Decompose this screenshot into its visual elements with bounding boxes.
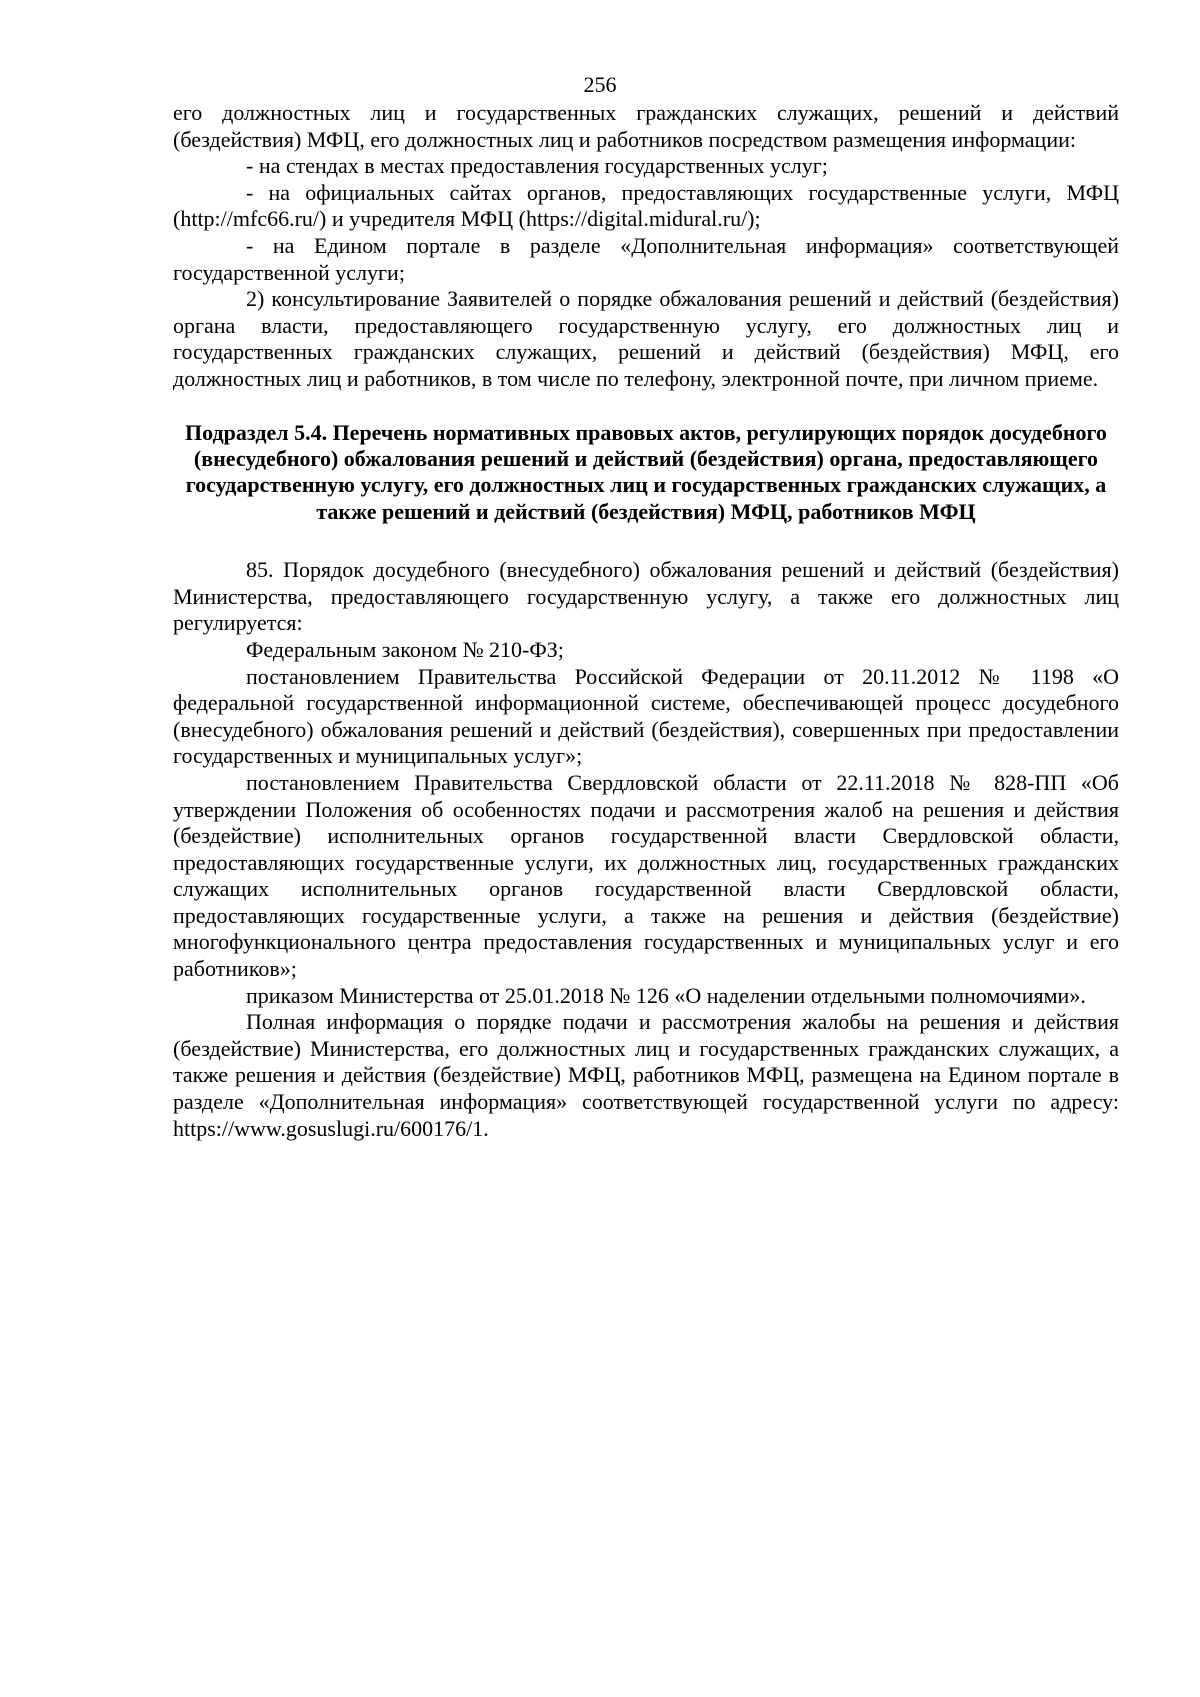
list-item-portal: - на Едином портале в разделе «Дополнительная информация» соответствующей государственной услуги; (173, 232, 1119, 285)
page-number: 256 (583, 72, 617, 97)
list-item-federal-law: Федеральным законом № 210-ФЗ; (246, 636, 564, 662)
list-item-consulting: 2) консультирование Заявителей о порядке обжалования решений и действий (бездействия) органа власти, предоставляющего государственную услугу, его должностных лиц и государственных гражданских служащих, решений и действий (бездействия) МФЦ, его должностных лиц и работников, в том числе по телефону, электронной почте, при личном приеме. (173, 286, 1119, 391)
list-item-decree-828: постановлением Правительства Свердловской области от 22.11.2018 № 828-ПП «Об утверждении Положения об особенностях подачи и рассмотрения жалоб на решения и действия (бездействие) исполнительных органов государственной власти Свердловской области, предоставляющих государственные услуги, их должностных лиц, государственных гражданских служащих исполнительных органов государственной власти Свердловской области, предоставляющих государственные услуги, а также на решения и действия (бездействие) многофункционального центра предоставления государственных и муниципальных услуг и его работников»; (173, 769, 1119, 982)
intro-continuation-paragraph: его должностных лиц и государственных гражданских служащих, решений и действий (бездействия) МФЦ, его должностных лиц и работников посредством размещения информации: (173, 100, 1119, 152)
paragraph-85: 85. Порядок досудебного (внесудебного) обжалования решений и действий (бездействия) Министерства, предоставляющего государственную услугу, а также его должностных лиц регулируется: (173, 557, 1119, 636)
list-item-stands: - на стендах в местах предоставления государственных услуг; (246, 153, 828, 179)
full-information-paragraph: Полная информация о порядке подачи и рассмотрения жалобы на решения и действия (бездействие) Министерства, его должностных лиц и государственных гражданских служащих, а также решения и действия (бездействие) МФЦ, работников МФЦ, размещена на Едином портале в разделе «Дополнительная информация» соответствующей государственной услуги по адресу: https://www.gosuslugi.ru/600176/1. (173, 1009, 1119, 1141)
list-item-decree-1198: постановлением Правительства Российской Федерации от 20.11.2012 № 1198 «О федеральной государственной информационной системе, обеспечивающей процесс досудебного (внесудебного) обжалования решений и действий (бездействия), совершенных при предоставлении государственных и муниципальных услуг»; (173, 663, 1119, 769)
list-item-websites: - на официальных сайтах органов, предоставляющих государственные услуги, МФЦ (http://mfc66.ru/) и учредителя МФЦ (https://digital.midural.ru/); (173, 179, 1119, 232)
section-heading: Подраздел 5.4. Перечень нормативных правовых актов, регулирующих порядок досудебного (внесудебного) обжалования решений и действий (бездействия) органа, предоставляющего государственную услугу, его должностных лиц и государственных гражданских служащих, а также решений и действий (бездействия) МФЦ, работников МФЦ (185, 419, 1107, 524)
page-content (173, 100, 1119, 1142)
list-item-order-126: приказом Министерства от 25.01.2018 № 126 «О наделении отдельными полномочиями». (246, 982, 1086, 1008)
